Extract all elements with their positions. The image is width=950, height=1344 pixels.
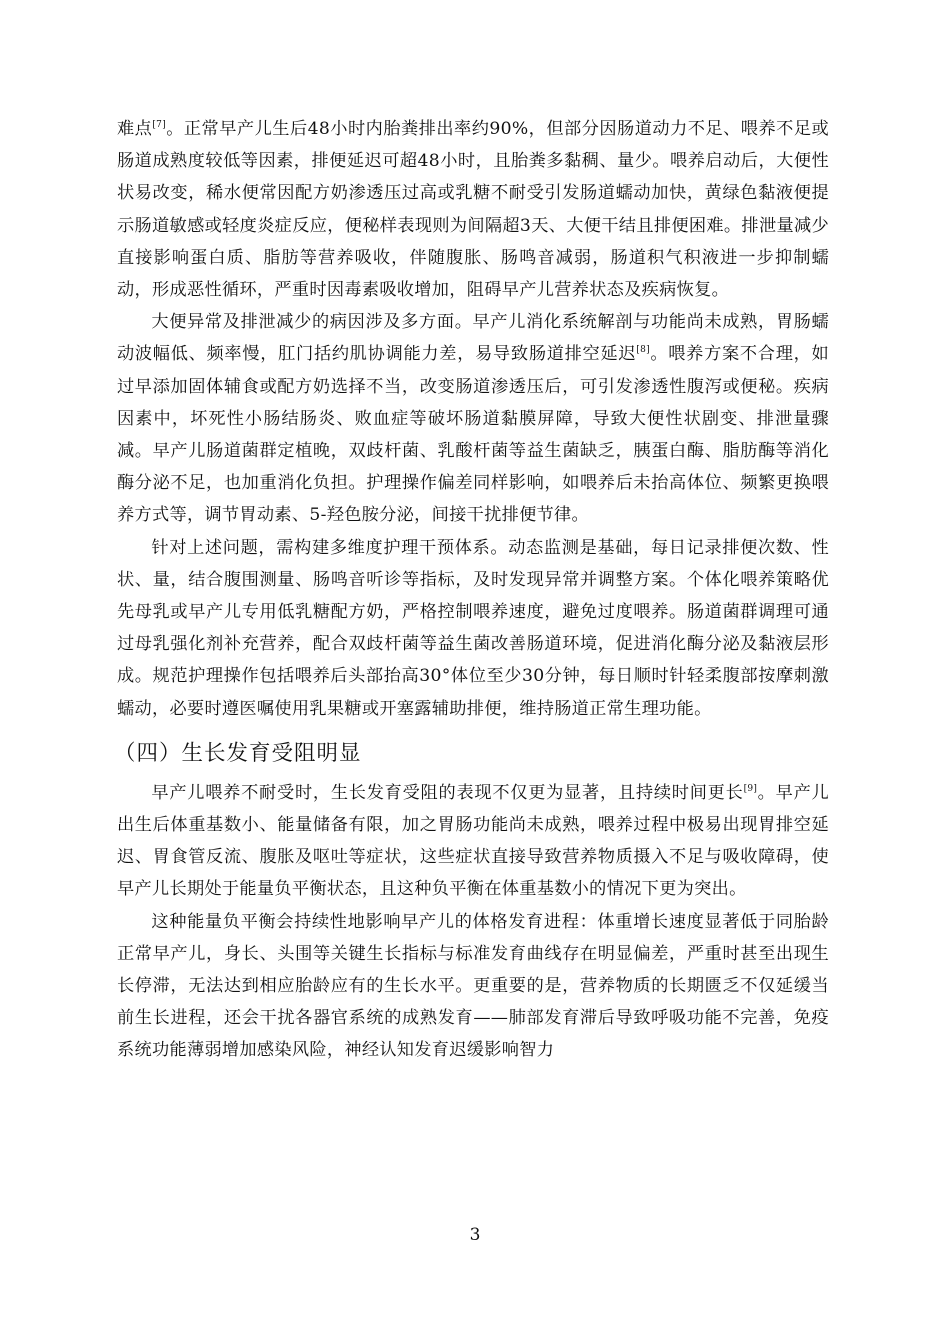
page-body [114,113,829,1067]
section-paragraph-1 [117,777,829,906]
paragraph-text: 。正常早产儿生后48小时内胎粪排出率约90%，但部分因肠道动力不足、喂养不足或肠道成熟度较低等因素，排便延迟可超48小时，且胎粪多黏稠、量少。喂养启动后，大便性状易改变，稀水便常因配方奶渗透压过高或乳糖不耐受引发肠道蠕动加快，黄绿色黏液便提示肠道敏感或轻度炎症反应，便秘样表现则为间隔超3天、大便干结且排便困难。排泄量减少直接影响蛋白质、脂肪等营养吸收，伴随腹胀、肠鸣音减弱，肠道积气积液进一步抑制蠕动，形成恶性循环，严重时因毒素吸收增加，阻碍早产儿营养状态及疾病恢复。 [117,119,829,301]
citation-reference-9: [9] [743,783,758,794]
body-paragraph-2 [117,306,829,531]
section-paragraph-2 [117,906,829,1067]
citation-reference-8: [8] [636,345,650,356]
section-heading: （四）生长发育受阻明显 [114,740,362,766]
paragraph-text: 难点 [117,119,153,139]
citation-reference-7: [7] [152,120,167,130]
paragraph-text: 针对上述问题，需构建多维度护理干预体系。动态监测是基础，每日记录排便次数、性状、量，结合腹围测量、肠鸣音听诊等指标，及时发现异常并调整方案。个体化喂养策略优先母乳或早产儿专用低乳糖配方奶，严格控制喂养速度，避免过度喂养。肠道菌群调理可通过母乳强化剂补充营养，配合双歧杆菌等益生菌改善肠道环境，促进消化酶分泌及黏液层形成。规范护理操作包括喂养后头部抬高30°体位至少30分钟，每日顺时针轻柔腹部按摩刺激蠕动，必要时遵医嘱使用乳果糖或开塞露辅助排便，维持肠道正常生理功能。 [117,537,829,719]
body-paragraph-3 [117,532,829,725]
body-paragraph-1 [117,113,829,306]
page-number: 3 [469,1225,481,1245]
paragraph-text: 早产儿喂养不耐受时，生长发育受阻的表现不仅更为显著，且持续时间更长 [151,782,744,803]
paragraph-text: 。喂养方案不合理，如过早添加固体辅食或配方奶选择不当，改变肠道渗透压后，可引发渗透性腹泻或便秘。疾病因素中，坏死性小肠结肠炎、败血症等破坏肠道黏膜屏障，导致大便性状剧变、排泄量骤减。早产儿肠道菌群定植晚，双歧杆菌、乳酸杆菌等益生菌缺乏，胰蛋白酶、脂肪酶等消化酶分泌不足，也加重消化负担。护理操作偏差同样影响，如喂养后未抬高体位、频繁更换喂养方式等，调节胃动素、5-羟色胺分泌，间接干扰排便节律。 [117,344,829,526]
paragraph-text: 大便异常及排泄减少的病因涉及多方面。早产儿消化系统解剖与功能尚未成熟，胃肠蠕动波幅低、频率慢，肛门括约肌协调能力差，易导致肠道排空延迟 [117,312,829,365]
paragraph-text: 。早产儿出生后体重基数小、能量储备有限，加之胃肠功能尚未成熟，喂养过程中极易出现胃排空延迟、胃食管反流、腹胀及呕吐等症状，这些症状直接导致营养物质摄入不足与吸收障碍，使早产儿长期处于能量负平衡状态，且这种负平衡在体重基数小的情况下更为突出。 [117,782,829,900]
paragraph-text: 这种能量负平衡会持续性地影响早产儿的体格发育进程：体重增长速度显著低于同胎龄正常早产儿，身长、头围等关键生长指标与标准发育曲线存在明显偏差，严重时甚至出现生长停滞，无法达到相应胎龄应有的生长水平。更重要的是，营养物质的长期匮乏不仅延缓当前生长进程，还会干扰各器官系统的成熟发育——肺部发育滞后导致呼吸功能不完善，免疫系统功能薄弱增加感染风险，神经认知发育迟缓影响智力 [117,911,829,1061]
